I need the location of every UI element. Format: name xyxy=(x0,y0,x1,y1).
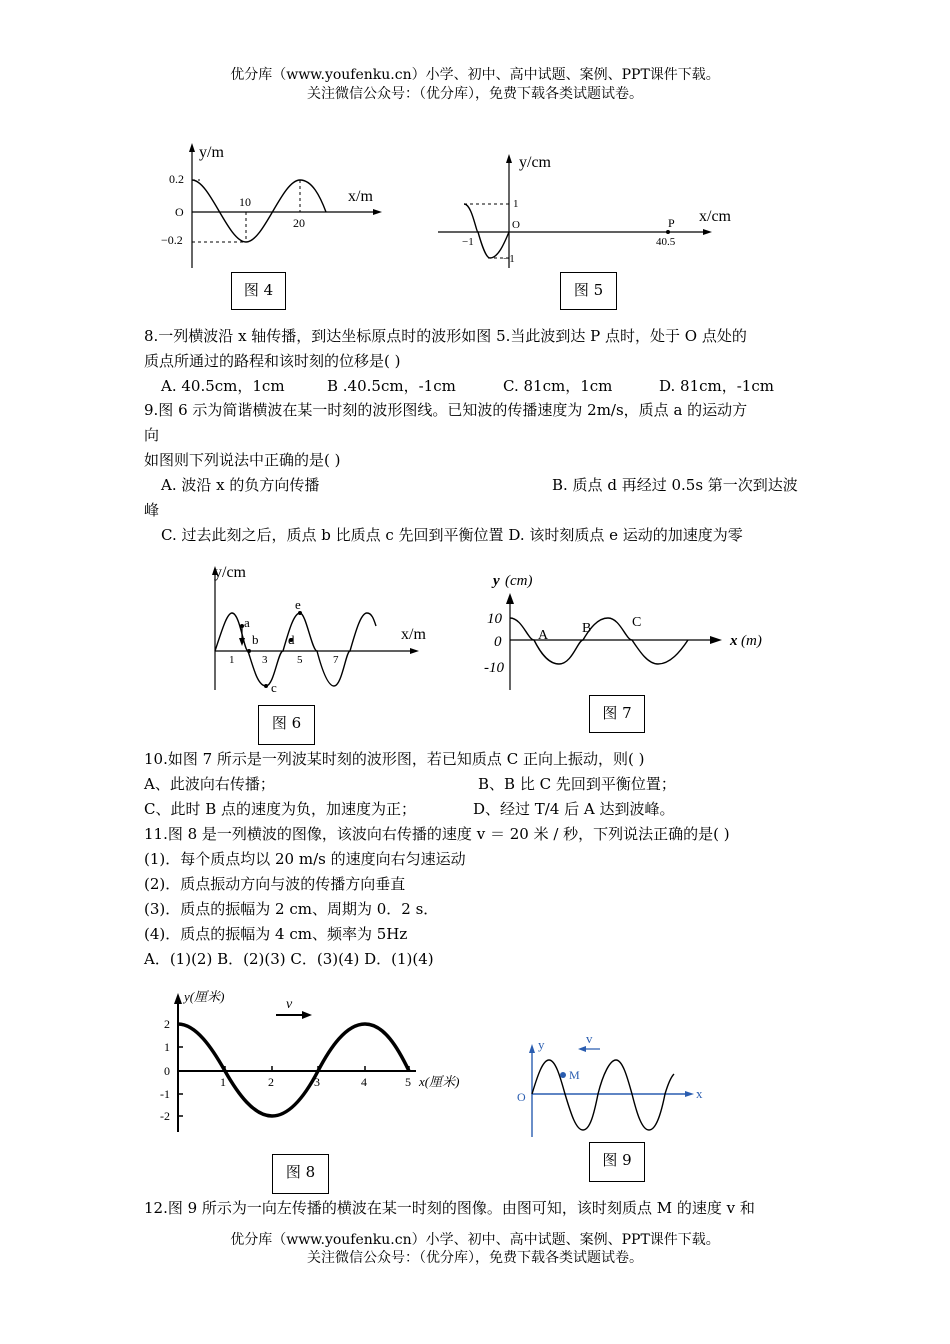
q11-options: A．(1)(2) B．(2)(3) C．(3)(4) D．(1)(4) xyxy=(144,950,434,968)
fig5-x-label: x/cm xyxy=(699,208,731,225)
q8-option-a: A. 40.5cm，1cm xyxy=(161,377,285,395)
figure-5-wave-graph xyxy=(436,145,736,270)
q9-option-b-continued: 峰 xyxy=(144,501,160,519)
q11-statement-4: (4)．质点的振幅为 4 cm、频率为 5Hz xyxy=(144,925,408,943)
fig5-x-neg-tick: −1 xyxy=(462,236,474,248)
fig7-label-b: B xyxy=(582,621,592,636)
q10-option-b: B、B 比 C 先回到平衡位置； xyxy=(478,775,676,793)
fig4-y-bottom-tick: −0.2 xyxy=(161,233,183,247)
fig6-label-c: c xyxy=(271,680,277,695)
fig5-p-value: 40.5 xyxy=(656,236,676,248)
fig8-y-tick-0: 0 xyxy=(164,1064,170,1078)
fig8-y-tick-neg2: -2 xyxy=(160,1109,170,1123)
fig4-y-arrow xyxy=(189,143,195,152)
fig6-label-a: a xyxy=(244,615,250,630)
q12-stem: 12.图 9 所示为一向左传播的横波在某一时刻的图像。由图可知，该时刻质点 M 的速度 v 和 xyxy=(144,1199,755,1217)
fig4-x-label: x/m xyxy=(348,188,373,205)
fig9-m-label: M xyxy=(569,1068,580,1082)
fig6-x-label: x/m xyxy=(401,626,426,643)
q9-stem-line-2: 向 xyxy=(144,426,160,444)
fig6-label-d: d xyxy=(288,632,295,647)
fig7-label-a: A xyxy=(538,628,549,643)
fig8-y-tick-2: 2 xyxy=(164,1017,170,1031)
figure-6-wave-graph xyxy=(200,558,430,694)
fig7-wave-curve xyxy=(510,618,688,664)
figure-7-caption: 图 7 xyxy=(589,695,645,733)
q9-stem-line-1: 9.图 6 示为简谐横波在某一时刻的波形图线。已知波的传播速度为 2m/s，质点 a 的运动方 xyxy=(144,401,748,419)
figure-4-caption: 图 4 xyxy=(231,272,286,310)
q8-stem-line-2: 质点所通过的路程和该时刻的位移是( ) xyxy=(144,352,401,370)
header-line-2: 关注微信公众号：（优分库），免费下载各类试题试卷。 xyxy=(307,86,643,102)
fig9-wave-curve xyxy=(532,1060,674,1130)
q11-statement-1: (1)．每个质点均以 20 m/s 的速度向右匀速运动 xyxy=(144,850,466,868)
fig5-x-arrow xyxy=(703,229,712,235)
fig9-y-label: y xyxy=(538,1037,545,1052)
footer-line-1: 优分库（www.youfenku.cn）小学、初中、高中试题、案例、PPT课件下载。 xyxy=(230,1232,720,1248)
fig7-y-tick-neg10: -10 xyxy=(484,660,504,676)
fig7-x-unit: (m) xyxy=(741,633,762,649)
fig5-wave-curve xyxy=(464,204,509,258)
fig8-x-tick-5: 5 xyxy=(405,1075,411,1089)
fig8-v-label: v xyxy=(286,997,293,1012)
header-line-1: 优分库（www.youfenku.cn）小学、初中、高中试题、案例、PPT课件下载。 xyxy=(230,67,720,83)
figure-8-wave-graph xyxy=(158,985,483,1135)
fig4-y-label: y/m xyxy=(199,144,224,161)
fig6-x-tick-1: 1 xyxy=(229,654,235,666)
figure-9-wave-graph xyxy=(510,1030,710,1142)
fig8-y-tick-1: 1 xyxy=(164,1040,170,1054)
q8-stem-line-1: 8.一列横波沿 x 轴传播，到达坐标原点时的波形如图 5.当此波到达 P 点时，处于 O 点处的 xyxy=(144,327,747,345)
fig8-x-tick-3: 3 xyxy=(314,1075,320,1089)
q9-option-b: B. 质点 d 再经过 0.5s 第一次到达波 xyxy=(552,476,798,494)
fig4-wave-curve xyxy=(192,180,326,242)
fig5-point-p xyxy=(666,230,670,234)
fig6-x-tick-5: 5 xyxy=(297,654,303,666)
figure-9-caption: 图 9 xyxy=(589,1142,645,1182)
q9-stem-line-3: 如图则下列说法中正确的是( ) xyxy=(144,451,341,469)
footer-line-2: 关注微信公众号：（优分库），免费下载各类试题试卷。 xyxy=(307,1250,643,1266)
fig4-x-arrow xyxy=(373,209,382,215)
fig8-x-tick-4: 4 xyxy=(361,1075,367,1089)
figure-4-wave-graph xyxy=(160,138,390,270)
fig5-y-arrow xyxy=(506,154,512,163)
fig9-x-label: x xyxy=(696,1086,703,1101)
fig7-x-label: x xyxy=(730,633,738,649)
fig6-wave-curve xyxy=(215,613,376,686)
fig8-x-tick-2: 2 xyxy=(268,1075,274,1089)
fig6-y-label: y/cm xyxy=(214,564,246,581)
fig7-x-arrow xyxy=(710,636,722,644)
fig7-y-tick-0: 0 xyxy=(494,634,502,650)
q10-option-a: A、此波向右传播； xyxy=(144,775,275,793)
fig9-point-m xyxy=(560,1072,566,1078)
q11-statement-3: (3)．质点的振幅为 2 cm、周期为 0．2 s． xyxy=(144,900,439,918)
figure-7-wave-graph xyxy=(480,568,770,694)
fig9-origin: O xyxy=(517,1090,526,1104)
fig5-origin: O xyxy=(512,219,520,231)
q9-options-c-d: C. 过去此刻之后，质点 b 比质点 c 先回到平衡位置 D. 该时刻质点 e 运动的加速度为零 xyxy=(161,526,743,544)
q8-option-d: D. 81cm，-1cm xyxy=(659,377,774,395)
q10-option-d: D、经过 T/4 后 A 达到波峰。 xyxy=(473,800,675,818)
fig4-y-top-tick: 0.2 xyxy=(169,172,184,186)
q11-stem: 11.图 8 是一列横波的图像，该波向右传播的速度 v ＝ 20 米 / 秒，下列说法正确的是( ) xyxy=(144,825,730,843)
fig7-y-label: y xyxy=(493,573,500,589)
fig7-y-tick-10: 10 xyxy=(487,611,502,627)
figure-5-caption: 图 5 xyxy=(560,272,617,310)
fig5-y-top-tick: 1 xyxy=(513,198,519,210)
fig5-y-bottom-tick: −1 xyxy=(503,253,515,265)
q11-statement-2: (2)．质点振动方向与波的传播方向垂直 xyxy=(144,875,406,893)
q8-option-b: B .40.5cm，-1cm xyxy=(327,377,456,395)
fig6-label-b: b xyxy=(252,632,259,647)
fig6-point-b xyxy=(247,649,251,653)
fig4-x-tick-10: 10 xyxy=(239,195,251,209)
fig6-x-tick-7: 7 xyxy=(333,654,339,666)
fig8-x-tick-1: 1 xyxy=(220,1075,226,1089)
fig8-y-label: y(厘米) xyxy=(184,989,225,1004)
fig9-v-label: v xyxy=(586,1031,593,1046)
fig8-y-tick-neg1: -1 xyxy=(160,1087,170,1101)
q10-option-c: C、此时 B 点的速度为负，加速度为正； xyxy=(144,800,417,818)
q10-stem: 10.如图 7 所示是一列波某时刻的波形图，若已知质点 C 正向上振动，则( ) xyxy=(144,750,645,768)
fig9-y-arrow xyxy=(529,1044,535,1053)
fig5-y-label: y/cm xyxy=(519,154,551,171)
figure-8-caption: 图 8 xyxy=(272,1154,329,1194)
fig6-point-c xyxy=(264,684,268,688)
fig5-p-label: P xyxy=(668,216,675,230)
q8-option-c: C. 81cm，1cm xyxy=(503,377,613,395)
fig7-label-c: C xyxy=(632,615,642,630)
fig7-y-arrow xyxy=(506,593,514,604)
fig7-y-unit: (cm) xyxy=(505,573,533,589)
fig4-x-tick-20: 20 xyxy=(293,216,305,230)
fig9-x-arrow xyxy=(685,1091,694,1097)
fig8-x-label: x(厘米) xyxy=(419,1074,460,1089)
figure-6-caption: 图 6 xyxy=(258,705,315,745)
q9-option-a: A. 波沿 x 的负方向传播 xyxy=(161,476,320,494)
fig6-x-arrow xyxy=(410,648,419,654)
fig8-y-arrow xyxy=(174,993,182,1004)
fig6-x-tick-3: 3 xyxy=(262,654,268,666)
fig4-origin: O xyxy=(175,205,184,219)
fig6-label-e: e xyxy=(295,597,301,612)
